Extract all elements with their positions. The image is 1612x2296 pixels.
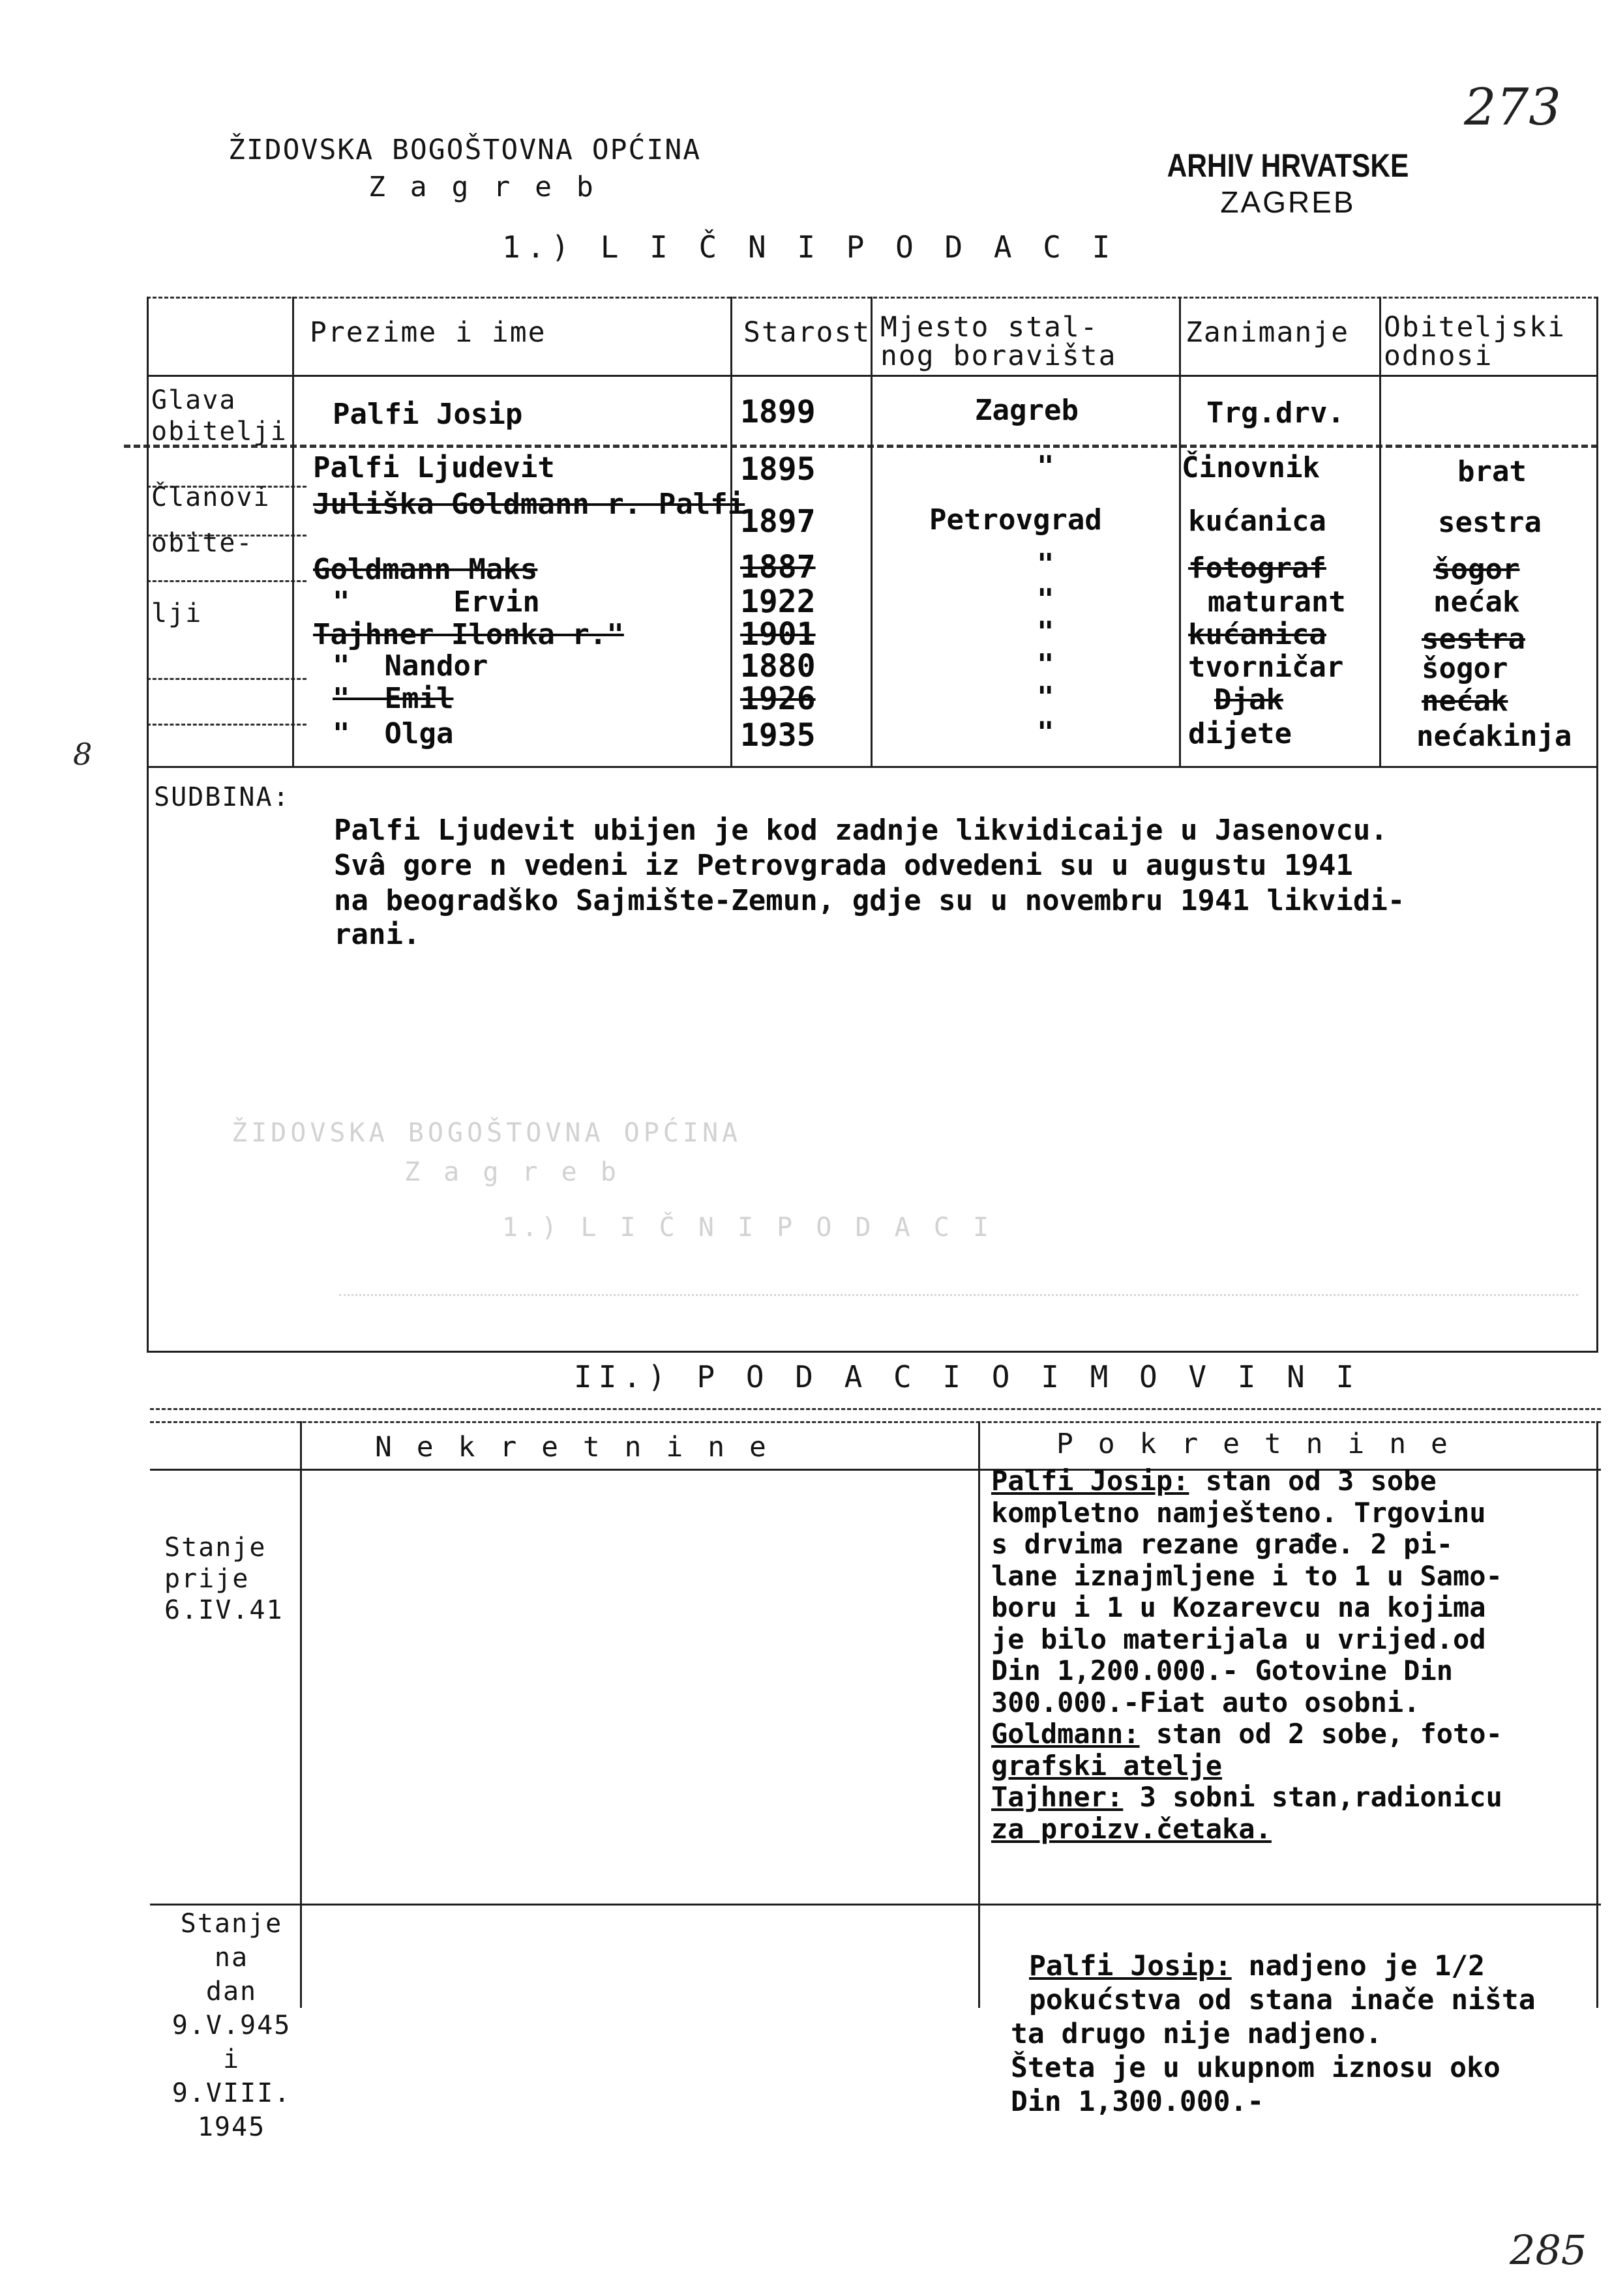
column-header-residence: Mjesto stal- nog boravišta: [880, 311, 1117, 372]
person-year: 1895: [740, 451, 816, 488]
fate-text-line: Palfi Ljudevit ubijen je kod zadnje likvidicaije u Jasenovcu.: [334, 814, 1388, 847]
column-header-relation: Obiteljski odnosi: [1384, 311, 1566, 372]
person-relation: nećakinja: [1416, 720, 1572, 753]
person-name: Palfi Ljudevit: [313, 451, 555, 484]
person-place: ": [1037, 450, 1054, 483]
owner-label: Tajhner:: [991, 1781, 1124, 1813]
archive-stamp-line1: ARHIV HRVATSKE: [1167, 147, 1409, 184]
property-text-line: za proizv.četaka.: [991, 1812, 1272, 1845]
person-name: " Emil: [333, 682, 454, 715]
property-text-line: ta drugo nije nadjeno.: [1011, 2018, 1382, 2050]
property-text-line: s drvima rezane građe. 2 pi-: [991, 1528, 1454, 1560]
property-text-line: Palfi Josip: stan od 3 sobe: [991, 1465, 1437, 1497]
person-relation: šogor: [1433, 553, 1520, 586]
person-occupation: dijete: [1188, 717, 1292, 750]
column-header-occupation: Zanimanje: [1186, 316, 1349, 349]
person-year: 1926: [740, 681, 816, 717]
person-year: 1880: [740, 648, 816, 684]
person-place: ": [1037, 548, 1054, 581]
person-relation: sestra: [1438, 506, 1542, 539]
person-occupation: tvorničar: [1188, 651, 1344, 684]
person-relation: nećak: [1422, 684, 1508, 718]
section-personal-data-title: 1.) L I Č N I P O D A C I: [502, 229, 1117, 265]
property-text-line: Palfi Josip: nadjeno je 1/2: [1029, 1950, 1485, 1982]
fate-text-line: na beogradško Sajmište-Zemun, gdje su u novembru 1941 likvidi-: [334, 884, 1405, 917]
column-header-immovable: N e k r e t n i n e: [375, 1431, 770, 1464]
property-text-line: lane iznajmljene i to 1 u Samo-: [991, 1559, 1502, 1592]
person-place: ": [1037, 648, 1054, 681]
property-text-line: Din 1,200.000.- Gotovine Din: [991, 1655, 1454, 1686]
bleed-through-text: ŽIDOVSKA BOGOŠTOVNA OPĆINA: [231, 1118, 742, 1148]
row-label-after: Stanje na dan 9.V.945 i 9.VIII. 1945: [172, 1909, 291, 2142]
property-text-line: Din 1,300.000.-: [1011, 2085, 1264, 2118]
row-label-members-1: Članovi: [151, 482, 271, 512]
fate-text-line: Svâ gore n vedeni iz Petrovgrada odvedeni su u augustu 1941: [334, 849, 1353, 882]
person-year: 1897: [740, 503, 816, 540]
row-label-members-3: lji: [151, 598, 203, 628]
person-place: ": [1037, 681, 1054, 714]
property-text-line: Tajhner: 3 sobni stan,radionicu: [991, 1781, 1502, 1813]
person-place: Zagreb: [975, 394, 1079, 427]
property-text-line: 300.000.-Fiat auto osobni.: [991, 1686, 1420, 1718]
bottom-page-number-handwritten: 285: [1510, 2226, 1587, 2274]
owner-label: Goldmann:: [991, 1718, 1140, 1750]
person-occupation: kućanica: [1188, 505, 1326, 538]
property-text-line: je bilo materijala u vrijed.od: [991, 1623, 1486, 1655]
person-occupation: Djak: [1214, 683, 1283, 716]
property-text-line: grafski atelje: [991, 1749, 1223, 1782]
row-label-head-of-family: Glava obitelji: [151, 385, 288, 447]
person-name: Tajhner Ilonka r.": [313, 618, 624, 651]
owner-label: Palfi Josip:: [991, 1465, 1189, 1497]
bleed-through-line: [339, 1294, 1578, 1296]
archive-stamp: [1144, 147, 1431, 220]
bleed-through-text: Z a g r e b: [404, 1157, 620, 1187]
person-name: " Ervin: [333, 585, 540, 619]
organization-name: ŽIDOVSKA BOGOŠTOVNA OPĆINA: [228, 134, 702, 166]
movable-property-before: [991, 1465, 1502, 1845]
person-year: 1899: [740, 394, 816, 430]
owner-label: Palfi Josip:: [1029, 1950, 1232, 1982]
person-occupation: Činovnik: [1182, 451, 1320, 484]
person-relation: šogor: [1422, 652, 1508, 685]
person-occupation: maturant: [1208, 585, 1346, 619]
section-property-title: II.) P O D A C I O I M O V I N I: [574, 1359, 1361, 1394]
person-place: ": [1037, 716, 1054, 749]
person-occupation: kućanica: [1188, 618, 1326, 651]
person-year: 1901: [740, 616, 816, 653]
property-text-line: Goldmann: stan od 2 sobe, foto-: [991, 1718, 1502, 1750]
person-occupation: Trg.drv.: [1206, 396, 1345, 430]
person-year: 1935: [740, 717, 816, 754]
margin-mark: 8: [73, 737, 93, 772]
property-text-line: Šteta je u ukupnom iznosu oko: [1011, 2052, 1500, 2084]
person-occupation: fotograf: [1188, 552, 1326, 585]
person-name: " Nandor: [333, 649, 488, 683]
person-relation: brat: [1457, 455, 1527, 488]
fate-text-line: rani.: [334, 918, 421, 951]
person-year: 1887: [740, 549, 816, 585]
movable-property-after: [1011, 1949, 1536, 2119]
person-name: Palfi Josip: [333, 398, 523, 431]
column-header-age: Starost: [743, 316, 871, 349]
property-text-line: boru i 1 u Kozarevcu na kojima: [991, 1591, 1486, 1623]
person-place: Petrovgrad: [929, 503, 1102, 537]
organization-city: Z a g r e b: [368, 171, 597, 203]
person-relation: sestra: [1422, 623, 1525, 656]
bleed-through-text: 1.) L I Č N I P O D A C I: [502, 1213, 993, 1243]
fate-label: SUDBINA:: [154, 782, 290, 812]
person-year: 1922: [740, 583, 816, 620]
property-text-line: pokućstva od stana inače ništa: [1029, 1984, 1536, 2016]
person-name: Goldmann Maks: [313, 553, 538, 586]
person-name: Juliška Goldmann r. Palfi: [313, 488, 745, 521]
archive-stamp-line2: ZAGREB: [1220, 185, 1356, 219]
row-label-before: Stanje prije 6.IV.41: [164, 1533, 284, 1625]
column-header-movable: P o k r e t n i n e: [1056, 1428, 1452, 1460]
person-place: ": [1037, 615, 1054, 649]
property-text-line: kompletno namješteno. Trgovinu: [991, 1496, 1486, 1529]
person-place: ": [1037, 583, 1054, 616]
person-relation: nećak: [1433, 585, 1520, 619]
column-header-name: Prezime i ime: [310, 316, 546, 349]
row-label-members-2: obite-: [151, 528, 254, 558]
person-name: " Olga: [333, 717, 454, 750]
page-number-handwritten: 273: [1464, 78, 1561, 137]
